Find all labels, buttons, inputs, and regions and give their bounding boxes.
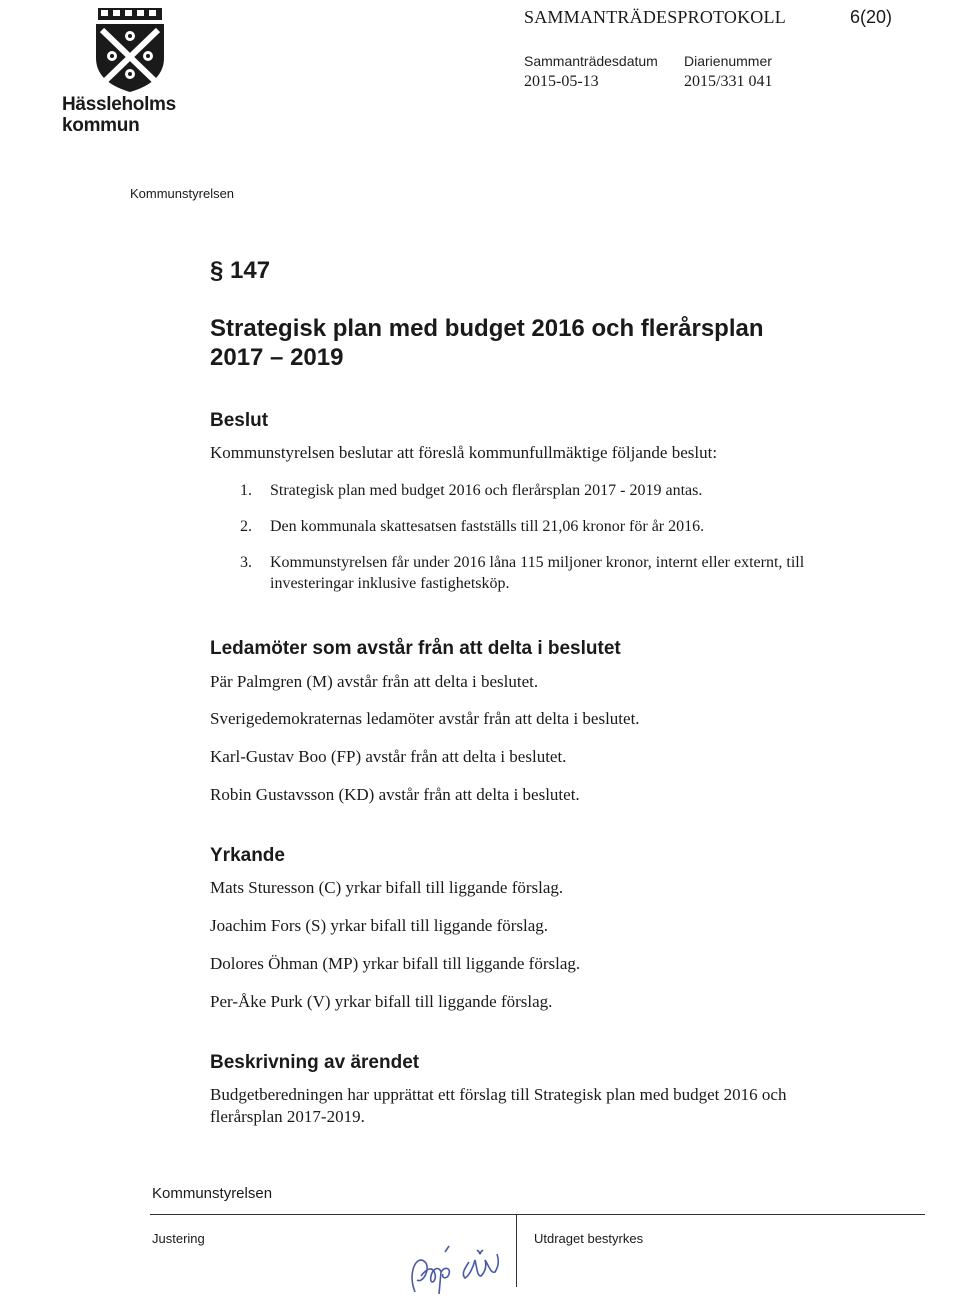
committee-name: Kommunstyrelsen [130,186,235,201]
list-item [210,552,820,594]
list-item [210,480,820,501]
motion-line: Per-Åke Purk (V) yrkar bifall till liggande förslag. [210,992,553,1011]
document-type: SAMMANTRÄDESPROTOKOLL [524,7,786,27]
motion-line: Dolores Öhman (MP) yrkar bifall till liggande förslag. [210,954,581,973]
org-name-line1: Hässleholms [62,94,176,115]
reg-number: 2015/331 041 [684,73,773,90]
coat-of-arms-icon [92,6,168,94]
footer-committee: Kommunstyrelsen [152,1185,273,1202]
list-item [210,516,820,537]
page-title: Strategisk plan med budget 2016 och flerårsplan 2017 – 2019 [210,315,764,371]
signature [395,1232,515,1302]
list-item-text: Strategisk plan med budget 2016 och flerårsplan 2017 - 2019 antas. [270,482,703,499]
org-name-line2: kommun [62,115,140,136]
municipality-logo [62,6,202,136]
list-item-number: 3. [240,554,252,571]
description-heading: Beskrivning av ärendet [210,1052,420,1073]
abstain-heading: Ledamöter som avstår från att delta i beslutet [210,638,621,659]
extract-label: Utdraget bestyrkes [534,1231,644,1246]
page-number: 6(20) [850,7,893,27]
footer-column-divider [516,1215,517,1287]
decision-heading: Beslut [210,410,269,431]
footer-divider-line [150,1214,925,1215]
decision-intro: Kommunstyrelsen beslutar att föreslå kommunfullmäktige följande beslut: [210,443,718,462]
decision-list [210,480,820,594]
section-number: § 147 [210,257,271,284]
meeting-date: 2015-05-13 [524,73,599,90]
abstain-line: Pär Palmgren (M) avstår från att delta i beslutet. [210,672,539,691]
adjust-label: Justering [152,1231,205,1246]
list-item-text: Kommunstyrelsen får under 2016 låna 115 miljoner kronor, internt eller externt, till investeringar inklusive fastighetsköp. [270,554,805,592]
meeting-date-label: Sammanträdesdatum [524,53,658,69]
abstain-line: Sverigedemokraternas ledamöter avstår från att delta i beslutet. [210,709,640,728]
reg-number-label: Diarienummer [684,53,772,69]
list-item-number: 1. [240,482,252,499]
abstain-line: Robin Gustavsson (KD) avstår från att delta i beslutet. [210,785,580,804]
list-item-number: 2. [240,518,252,535]
motion-line: Joachim Fors (S) yrkar bifall till liggande förslag. [210,916,549,935]
motion-line: Mats Sturesson (C) yrkar bifall till liggande förslag. [210,878,564,897]
list-item-text: Den kommunala skattesatsen fastställs till 21,06 kronor för år 2016. [270,518,705,535]
motions-heading: Yrkande [210,845,285,866]
abstain-line: Karl-Gustav Boo (FP) avstår från att delta i beslutet. [210,747,567,766]
description-text: Budgetberedningen har upprättat ett förslag till Strategisk plan med budget 2016 och flerårsplan 2017-2019. [210,1085,787,1126]
